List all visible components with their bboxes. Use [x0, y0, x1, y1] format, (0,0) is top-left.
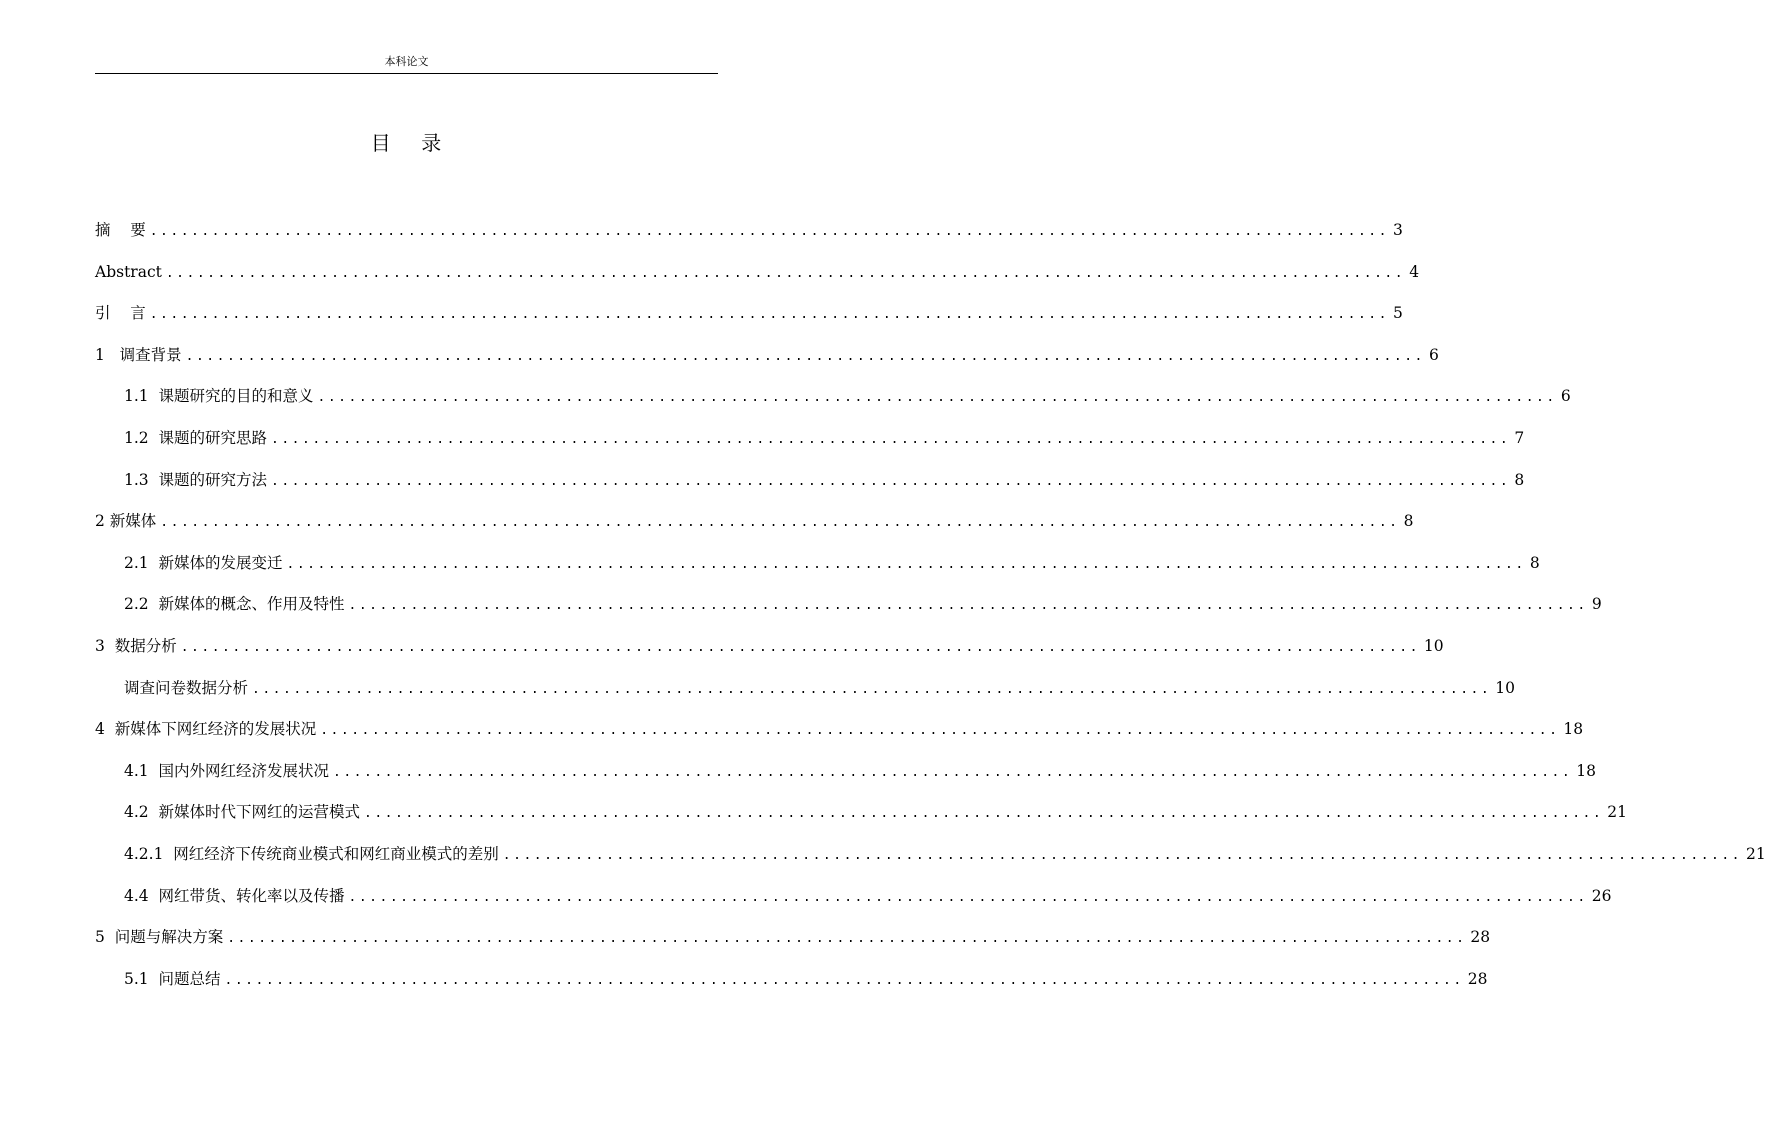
toc-page-number: 8 [1403, 512, 1414, 531]
toc-leader-dots: ........................................................................................................................ [286, 556, 1526, 572]
table-of-contents [95, 217, 1766, 1007]
toc-page-number: 26 [1591, 886, 1612, 905]
toc-entry-abstract-en[interactable] [95, 259, 1420, 301]
toc-page-number: 6 [1428, 345, 1439, 364]
toc-entry-text: 3 数据分析 [95, 636, 177, 655]
toc-leader-dots: ........................................................................................................................ [320, 723, 1560, 739]
toc-page-number: 21 [1746, 844, 1766, 863]
toc-entry-section-3-survey[interactable] [95, 675, 1515, 717]
toc-entry-text: 1 调查背景 [95, 345, 182, 364]
toc-leader-dots: ........................................................................................................................ [252, 681, 1492, 697]
toc-leader-dots: ........................................................................................................................ [317, 390, 1557, 406]
toc-entry-text: Abstract [95, 262, 162, 281]
toc-entry-text: 摘 要 [95, 221, 146, 239]
toc-page-number: 18 [1576, 761, 1596, 780]
toc-entry-section-1-1[interactable] [95, 383, 1571, 425]
toc-leader-dots: ........................................................................................................................ [502, 847, 1742, 863]
toc-page-number: 7 [1514, 428, 1525, 447]
toc-leader-dots: ........................................................................................................................ [160, 515, 1400, 531]
toc-entry-text: 4 新媒体下网红经济的发展状况 [95, 720, 317, 739]
toc-entry-section-4-2-1[interactable] [95, 841, 1766, 883]
toc-entry-chapter-3[interactable] [95, 633, 1444, 675]
toc-entry-text: 2.2 新媒体的概念、作用及特性 [124, 595, 345, 614]
toc-entry-text: 5.1 问题总结 [124, 969, 221, 988]
header-rule [95, 73, 718, 74]
toc-page-number: 8 [1529, 553, 1540, 572]
toc-page-number: 3 [1393, 221, 1403, 239]
toc-entry-chapter-5[interactable] [95, 924, 1491, 966]
toc-page-number: 28 [1470, 928, 1491, 947]
toc-entry-introduction[interactable] [95, 300, 1403, 342]
toc-page-number: 18 [1563, 720, 1584, 739]
toc-entry-section-1-2[interactable] [95, 425, 1525, 467]
toc-entry-text: 4.2.1 网红经济下传统商业模式和网红商业模式的差别 [124, 844, 499, 863]
toc-leader-dots: ........................................................................................................................ [227, 931, 1467, 947]
toc-entry-text: 4.4 网红带货、转化率以及传播 [124, 886, 345, 905]
toc-page-number: 8 [1514, 470, 1525, 489]
toc-entry-text: 引 言 [95, 304, 146, 323]
toc-entry-section-4-4[interactable] [95, 883, 1612, 925]
toc-entry-section-1-3[interactable] [95, 467, 1525, 509]
toc-entry-section-2-1[interactable] [95, 550, 1540, 592]
toc-entry-text: 5 问题与解决方案 [95, 928, 224, 947]
toc-leader-dots: ........................................................................................................................ [271, 431, 1511, 447]
toc-leader-dots: ........................................................................................................................ [180, 639, 1420, 655]
running-header: 本科论文 [384, 55, 429, 68]
toc-entry-text: 2 新媒体 [95, 512, 157, 531]
toc-entry-chapter-4[interactable] [95, 716, 1584, 758]
toc-entry-text: 2.1 新媒体的发展变迁 [124, 553, 283, 572]
toc-leader-dots: ........................................................................................................................ [348, 889, 1588, 905]
toc-page-number: 10 [1423, 636, 1444, 655]
toc-leader-dots: ........................................................................................................................ [185, 348, 1425, 364]
toc-entry-section-5-1[interactable] [95, 966, 1488, 1008]
toc-page-number: 4 [1409, 262, 1420, 281]
toc-leader-dots: ........................................................................................................................ [271, 473, 1511, 489]
toc-entry-text: 4.1 国内外网红经济发展状况 [124, 761, 330, 780]
toc-page-number: 5 [1393, 304, 1403, 323]
toc-entry-text: 4.2 新媒体时代下网红的运营模式 [124, 803, 361, 822]
toc-entry-section-4-1[interactable] [95, 758, 1596, 800]
toc-leader-dots: ........................................................................................................................ [348, 598, 1588, 614]
toc-page-number: 9 [1591, 595, 1602, 614]
toc-entry-section-4-2[interactable] [95, 799, 1627, 841]
toc-entry-text: 调查问卷数据分析 [124, 678, 249, 697]
toc-entry-section-2-2[interactable] [95, 591, 1602, 633]
toc-page-number: 6 [1560, 387, 1571, 406]
toc-entry-text: 1.1 课题研究的目的和意义 [124, 387, 314, 406]
toc-title: 目 录 [370, 131, 443, 155]
toc-leader-dots: ........................................................................................................................ [149, 307, 1389, 323]
toc-page-number: 10 [1495, 678, 1515, 697]
toc-entry-text: 1.2 课题的研究思路 [124, 428, 268, 447]
toc-leader-dots: ........................................................................................................................ [165, 265, 1406, 281]
toc-leader-dots: ........................................................................................................................ [333, 764, 1573, 780]
toc-entry-abstract-cn[interactable] [95, 217, 1403, 259]
toc-leader-dots: ........................................................................................................................ [224, 972, 1464, 988]
toc-entry-chapter-1[interactable] [95, 342, 1439, 384]
toc-leader-dots: ........................................................................................................................ [149, 224, 1389, 239]
toc-page-number: 28 [1467, 969, 1488, 988]
toc-entry-text: 1.3 课题的研究方法 [124, 470, 268, 489]
toc-leader-dots: ........................................................................................................................ [364, 806, 1604, 822]
toc-entry-chapter-2[interactable] [95, 508, 1414, 550]
toc-page-number: 21 [1607, 803, 1627, 822]
